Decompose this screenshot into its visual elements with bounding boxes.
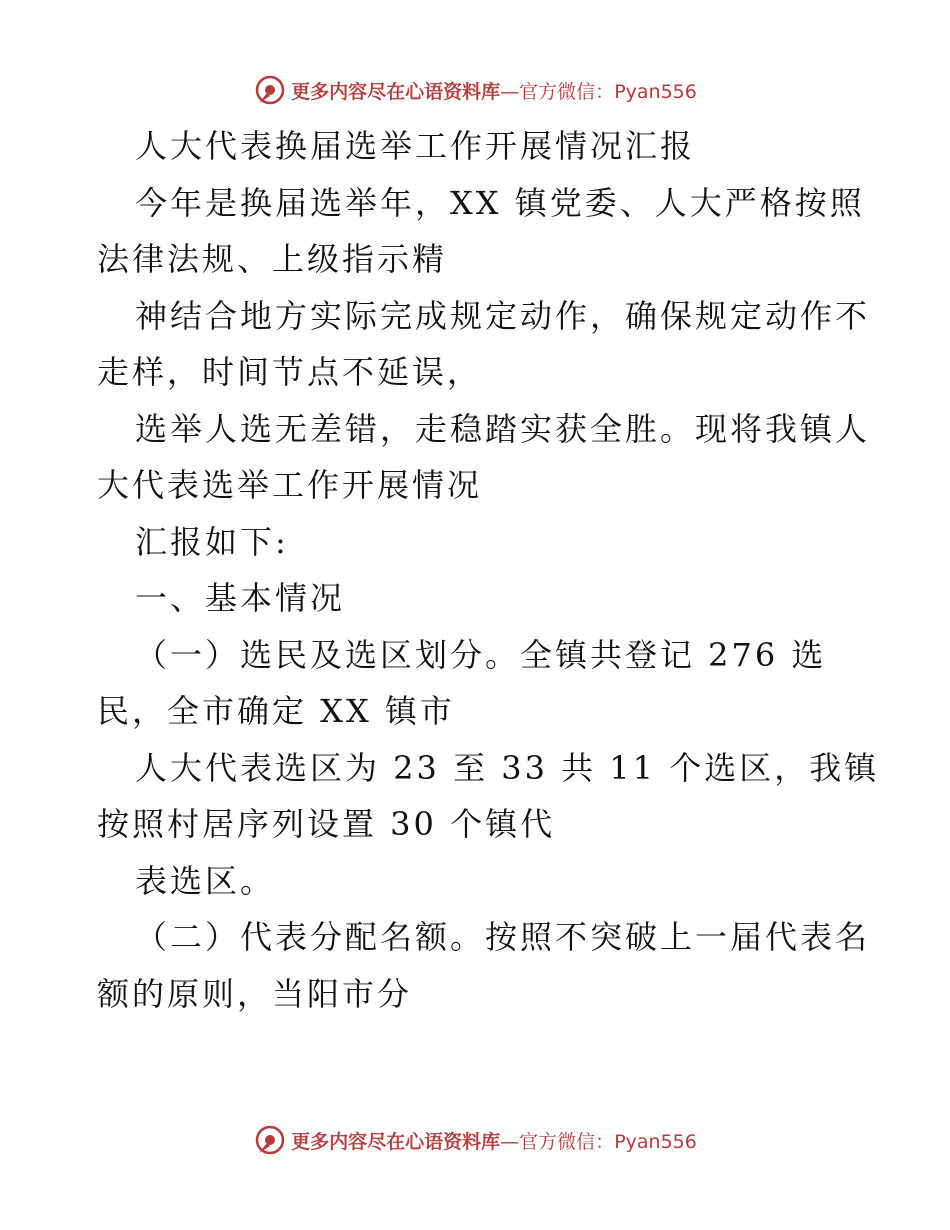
text-line: 选举人选无差错，走稳踏实获全胜。现将我镇人 [135,409,871,448]
text-line: 按照村居序列设置 30 个镇代 [97,805,556,843]
subsection-heading: （一）选民及选区划分。全镇共登记 276 选 [135,635,827,674]
pen-logo-icon [253,1123,287,1157]
header-banner [0,70,950,110]
text-line: 人大代表选区为 23 至 33 共 11 个选区，我镇 [135,748,880,787]
text-line: 表选区。 [135,861,276,900]
text-line: 汇报如下: [135,522,289,561]
banner-text: 更多内容尽在心语资料库—官方微信：Pyan556 [291,1130,697,1153]
banner-text: 更多内容尽在心语资料库—官方微信：Pyan556 [291,80,697,103]
text-line: 今年是换届选举年，XX 镇党委、人大严格按照 [135,183,865,222]
text-line: 额的原则，当阳市分 [97,974,413,1013]
text-line: 大代表选举工作开展情况 [97,466,483,504]
pen-logo-icon [253,73,287,107]
text-line: 民，全市确定 XX 镇市 [97,692,455,730]
text-line: 法律法规、上级指示精 [97,240,448,278]
subsection-heading: （二）代表分配名额。按照不突破上一届代表名 [135,918,871,956]
document-title: 人大代表换届选举工作开展情况汇报 [135,127,696,165]
footer-banner [0,1120,950,1160]
text-line: 走样，时间节点不延误， [97,353,483,391]
section-heading: 一、基本情况 [135,579,346,617]
document-body [97,118,880,1022]
text-line: 神结合地方实际完成规定动作，确保规定动作不 [135,296,871,335]
